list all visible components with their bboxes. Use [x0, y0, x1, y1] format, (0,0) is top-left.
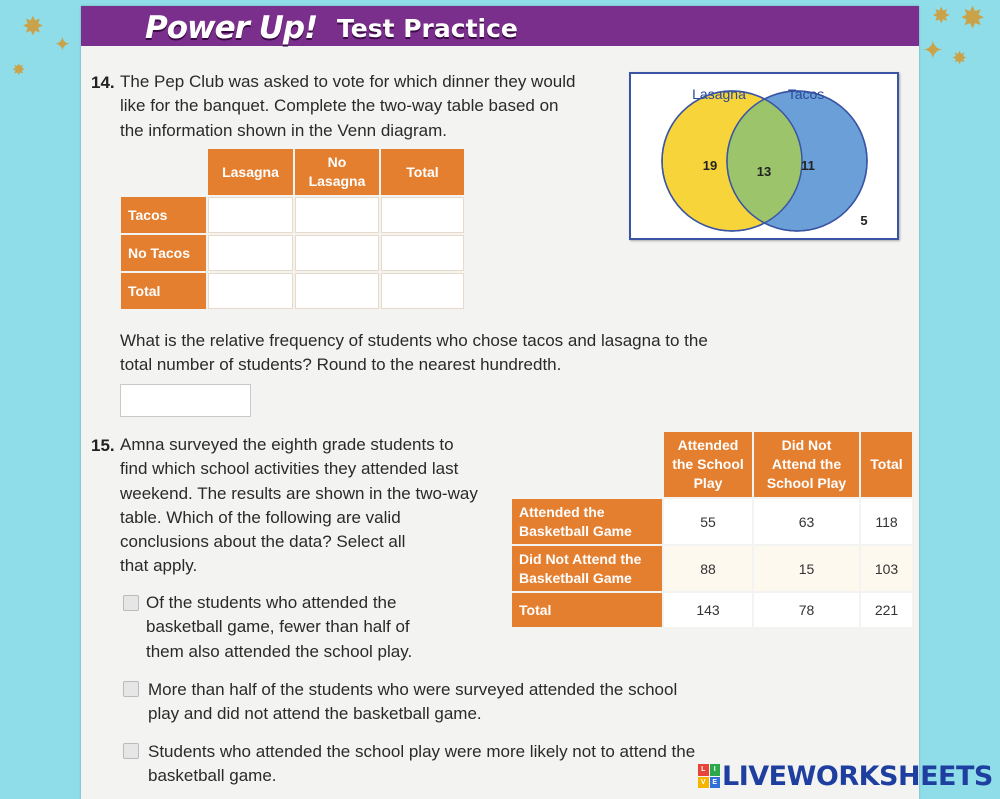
answer-cell-tacos-lasagna[interactable] — [208, 197, 293, 233]
venn-value-both: 13 — [756, 164, 772, 179]
answer-cell-total-lasagna[interactable] — [208, 273, 293, 309]
venn-diagram — [629, 72, 899, 240]
option-1-checkbox[interactable] — [123, 595, 139, 611]
column-header-lasagna: Lasagna — [208, 149, 293, 195]
sparkle-decoration: ✦ — [922, 36, 944, 66]
liveworksheets-brand-text: LIVEWORKSHEETS — [722, 760, 993, 792]
row-header-no-tacos: No Tacos — [121, 235, 206, 271]
question-15-text: Amna surveyed the eighth grade students to find which school activities they attended last weekend. The results are shown in the two-way table. Which of the following are valid conclusions about the data? Select all that apply. — [120, 435, 478, 576]
sparkle-decoration: ✸ — [932, 4, 951, 29]
table-cell: 118 — [861, 499, 912, 544]
column-header-did-not-attend-play: Did Not Attend the School Play — [754, 432, 859, 497]
row-header-total: Total — [512, 593, 662, 627]
column-header-no-lasagna: No Lasagna — [295, 149, 379, 195]
question-14-followup: What is the relative frequency of students who chose tacos and lasagna to the total number of students? Round to the nearest hundredth. — [120, 331, 708, 375]
answer-cell-no-tacos-lasagna[interactable] — [208, 235, 293, 271]
option-2-checkbox[interactable] — [123, 681, 139, 697]
table-cell: 63 — [754, 499, 859, 544]
row-header-attended-basketball: Attended the Basketball Game — [512, 499, 662, 544]
table-corner — [512, 432, 662, 497]
worksheet-page — [81, 6, 919, 799]
question-14-text: The Pep Club was asked to vote for which dinner they would like for the banquet. Complete the two-way table based on the information shown in the Venn diagram. — [120, 72, 576, 140]
row-header-tacos: Tacos — [121, 197, 206, 233]
column-header-attended-play: Attended the School Play — [664, 432, 752, 497]
question-14-number: 14. — [91, 73, 115, 92]
venn-value-neither: 5 — [860, 213, 868, 228]
table-cell: 55 — [664, 499, 752, 544]
option-3-checkbox[interactable] — [123, 743, 139, 759]
venn-value-lasagna-only: 19 — [702, 158, 718, 173]
column-header-total: Total — [861, 432, 912, 497]
venn-value-tacos-only: 11 — [801, 158, 815, 173]
row-header-total: Total — [121, 273, 206, 309]
table-cell: 78 — [754, 593, 859, 627]
venn-label-tacos: Tacos — [787, 86, 825, 102]
answer-cell-total-no-lasagna[interactable] — [295, 273, 379, 309]
sparkle-decoration: ✸ — [960, 1, 986, 36]
sparkle-decoration: ✸ — [952, 48, 968, 69]
banner-subtitle: Test Practice — [337, 14, 518, 43]
logo-letter: V — [698, 777, 709, 789]
answer-cell-tacos-no-lasagna[interactable] — [295, 197, 379, 233]
liveworksheets-watermark — [698, 761, 993, 791]
venn-label-lasagna: Lasagna — [692, 86, 746, 102]
liveworksheets-logo-icon — [698, 764, 720, 788]
question-15-number: 15. — [91, 436, 115, 455]
banner-title: Power Up! — [145, 10, 318, 46]
option-1-text: Of the students who attended the basketball game, fewer than half of them also attended the school play. — [146, 593, 413, 661]
table-cell: 143 — [664, 593, 752, 627]
activities-two-way-table — [510, 430, 914, 629]
relative-frequency-answer-input[interactable] — [120, 384, 251, 417]
table-cell: 15 — [754, 546, 859, 591]
option-3-text: Students who attended the school play were more likely not to attend the basketball game. — [148, 742, 696, 786]
answer-cell-total-total[interactable] — [381, 273, 464, 309]
logo-letter: I — [710, 764, 721, 776]
sparkle-decoration: ✸ — [12, 60, 26, 79]
table-cell: 103 — [861, 546, 912, 591]
answer-cell-tacos-total[interactable] — [381, 197, 464, 233]
logo-letter: L — [698, 764, 709, 776]
logo-letter: E — [710, 777, 721, 789]
venn-diagram-svg — [631, 74, 897, 238]
table-cell: 88 — [664, 546, 752, 591]
row-header-did-not-attend-basketball: Did Not Attend the Basketball Game — [512, 546, 662, 591]
column-header-total: Total — [381, 149, 464, 195]
sparkle-decoration: ✸ — [22, 12, 44, 42]
answer-cell-no-tacos-no-lasagna[interactable] — [295, 235, 379, 271]
pep-club-two-way-table — [119, 147, 466, 311]
table-cell: 221 — [861, 593, 912, 627]
sparkle-decoration: ✦ — [54, 32, 71, 56]
table-corner — [121, 149, 206, 195]
option-2-text: More than half of the students who were surveyed attended the school play and did not attend the basketball game. — [148, 680, 678, 724]
answer-cell-no-tacos-total[interactable] — [381, 235, 464, 271]
banner — [81, 6, 919, 46]
